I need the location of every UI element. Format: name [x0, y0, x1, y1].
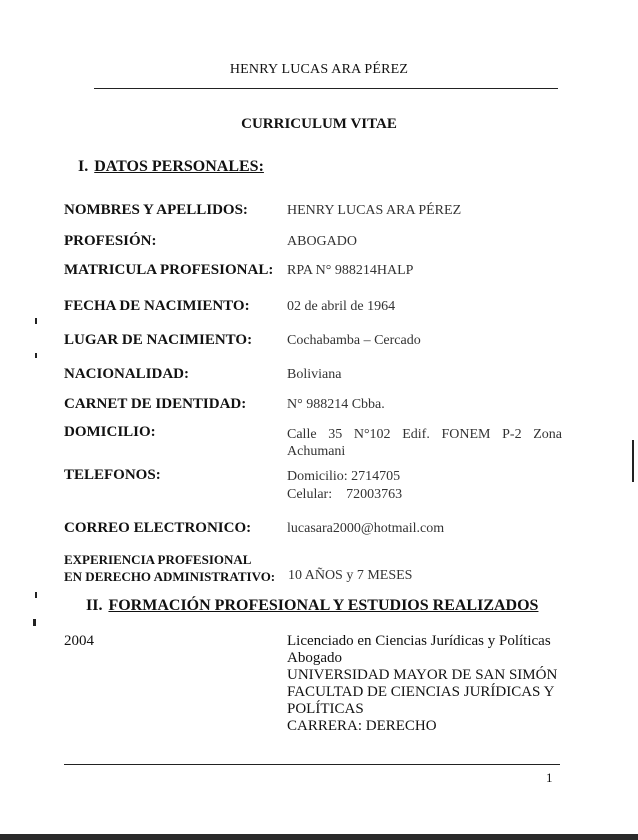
label-experiencia	[64, 551, 275, 585]
scan-speck	[35, 318, 37, 324]
header-divider	[94, 88, 558, 89]
label-profesion: PROFESIÓN:	[64, 233, 157, 249]
value-experiencia: 10 AÑOS y 7 MESES	[288, 568, 413, 583]
scan-edge-mark	[632, 440, 634, 482]
section-datos-personales-heading	[78, 158, 264, 176]
label-experiencia-line1: EXPERIENCIA PROFESIONAL	[64, 552, 252, 567]
section-title: DATOS PERSONALES:	[94, 158, 264, 175]
value-correo: lucasara2000@hotmail.com	[287, 521, 445, 536]
value-domicilio: Calle 35 N°102 Edif. FONEM P-2 Zona Achumani	[287, 427, 562, 459]
scan-speck	[33, 619, 36, 626]
value-profesion: ABOGADO	[287, 234, 357, 249]
formacion-line: POLÍTICAS	[287, 701, 364, 717]
value-matricula: RPA N° 988214HALP	[287, 263, 414, 278]
label-domicilio: DOMICILIO:	[64, 424, 156, 440]
label-correo: CORREO ELECTRONICO:	[64, 520, 252, 536]
value-lugar-nacimiento: Cochabamba – Cercado	[287, 333, 421, 348]
section-title: FORMACIÓN PROFESIONAL Y ESTUDIOS REALIZADOS	[108, 597, 539, 614]
value-telefonos	[287, 468, 402, 504]
label-experiencia-line2: EN DERECHO ADMINISTRATIVO:	[64, 569, 276, 584]
section-number: I.	[78, 158, 89, 175]
scan-speck	[35, 592, 37, 598]
formacion-line: CARRERA: DERECHO	[287, 718, 437, 734]
formacion-line: Abogado	[287, 650, 342, 666]
label-carnet: CARNET DE IDENTIDAD:	[64, 396, 247, 412]
value-fecha-nacimiento: 02 de abril de 1964	[287, 299, 396, 314]
value-carnet: N° 988214 Cbba.	[287, 397, 385, 412]
section-formacion-heading	[86, 597, 538, 615]
header-name: HENRY LUCAS ARA PÉREZ	[229, 62, 409, 77]
scan-speck	[35, 353, 37, 358]
value-nombres: HENRY LUCAS ARA PÉREZ	[287, 203, 462, 218]
label-fecha-nacimiento: FECHA DE NACIMIENTO:	[64, 298, 250, 314]
label-matricula: MATRICULA PROFESIONAL:	[64, 262, 274, 278]
formacion-details	[287, 633, 557, 735]
formacion-line: Licenciado en Ciencias Jurídicas y Políticas	[287, 633, 551, 649]
formacion-line: FACULTAD DE CIENCIAS JURÍDICAS Y	[287, 684, 555, 700]
scan-bottom-edge	[0, 834, 638, 840]
label-telefonos: TELEFONOS:	[64, 467, 161, 483]
section-number: II.	[86, 597, 103, 614]
formacion-year: 2004	[64, 633, 94, 649]
label-nombres: NOMBRES Y APELLIDOS:	[64, 202, 248, 218]
value-nacionalidad: Boliviana	[287, 367, 342, 382]
document-title: CURRICULUM VITAE	[241, 116, 397, 132]
phone-home: Domicilio: 2714705	[287, 469, 401, 484]
page-number: 1	[546, 770, 553, 785]
label-nacionalidad: NACIONALIDAD:	[64, 366, 190, 382]
footer-divider	[64, 764, 560, 765]
phone-mobile: Celular: 72003763	[287, 487, 403, 502]
label-lugar-nacimiento: LUGAR DE NACIMIENTO:	[64, 332, 253, 348]
formacion-line: UNIVERSIDAD MAYOR DE SAN SIMÓN	[287, 667, 558, 683]
